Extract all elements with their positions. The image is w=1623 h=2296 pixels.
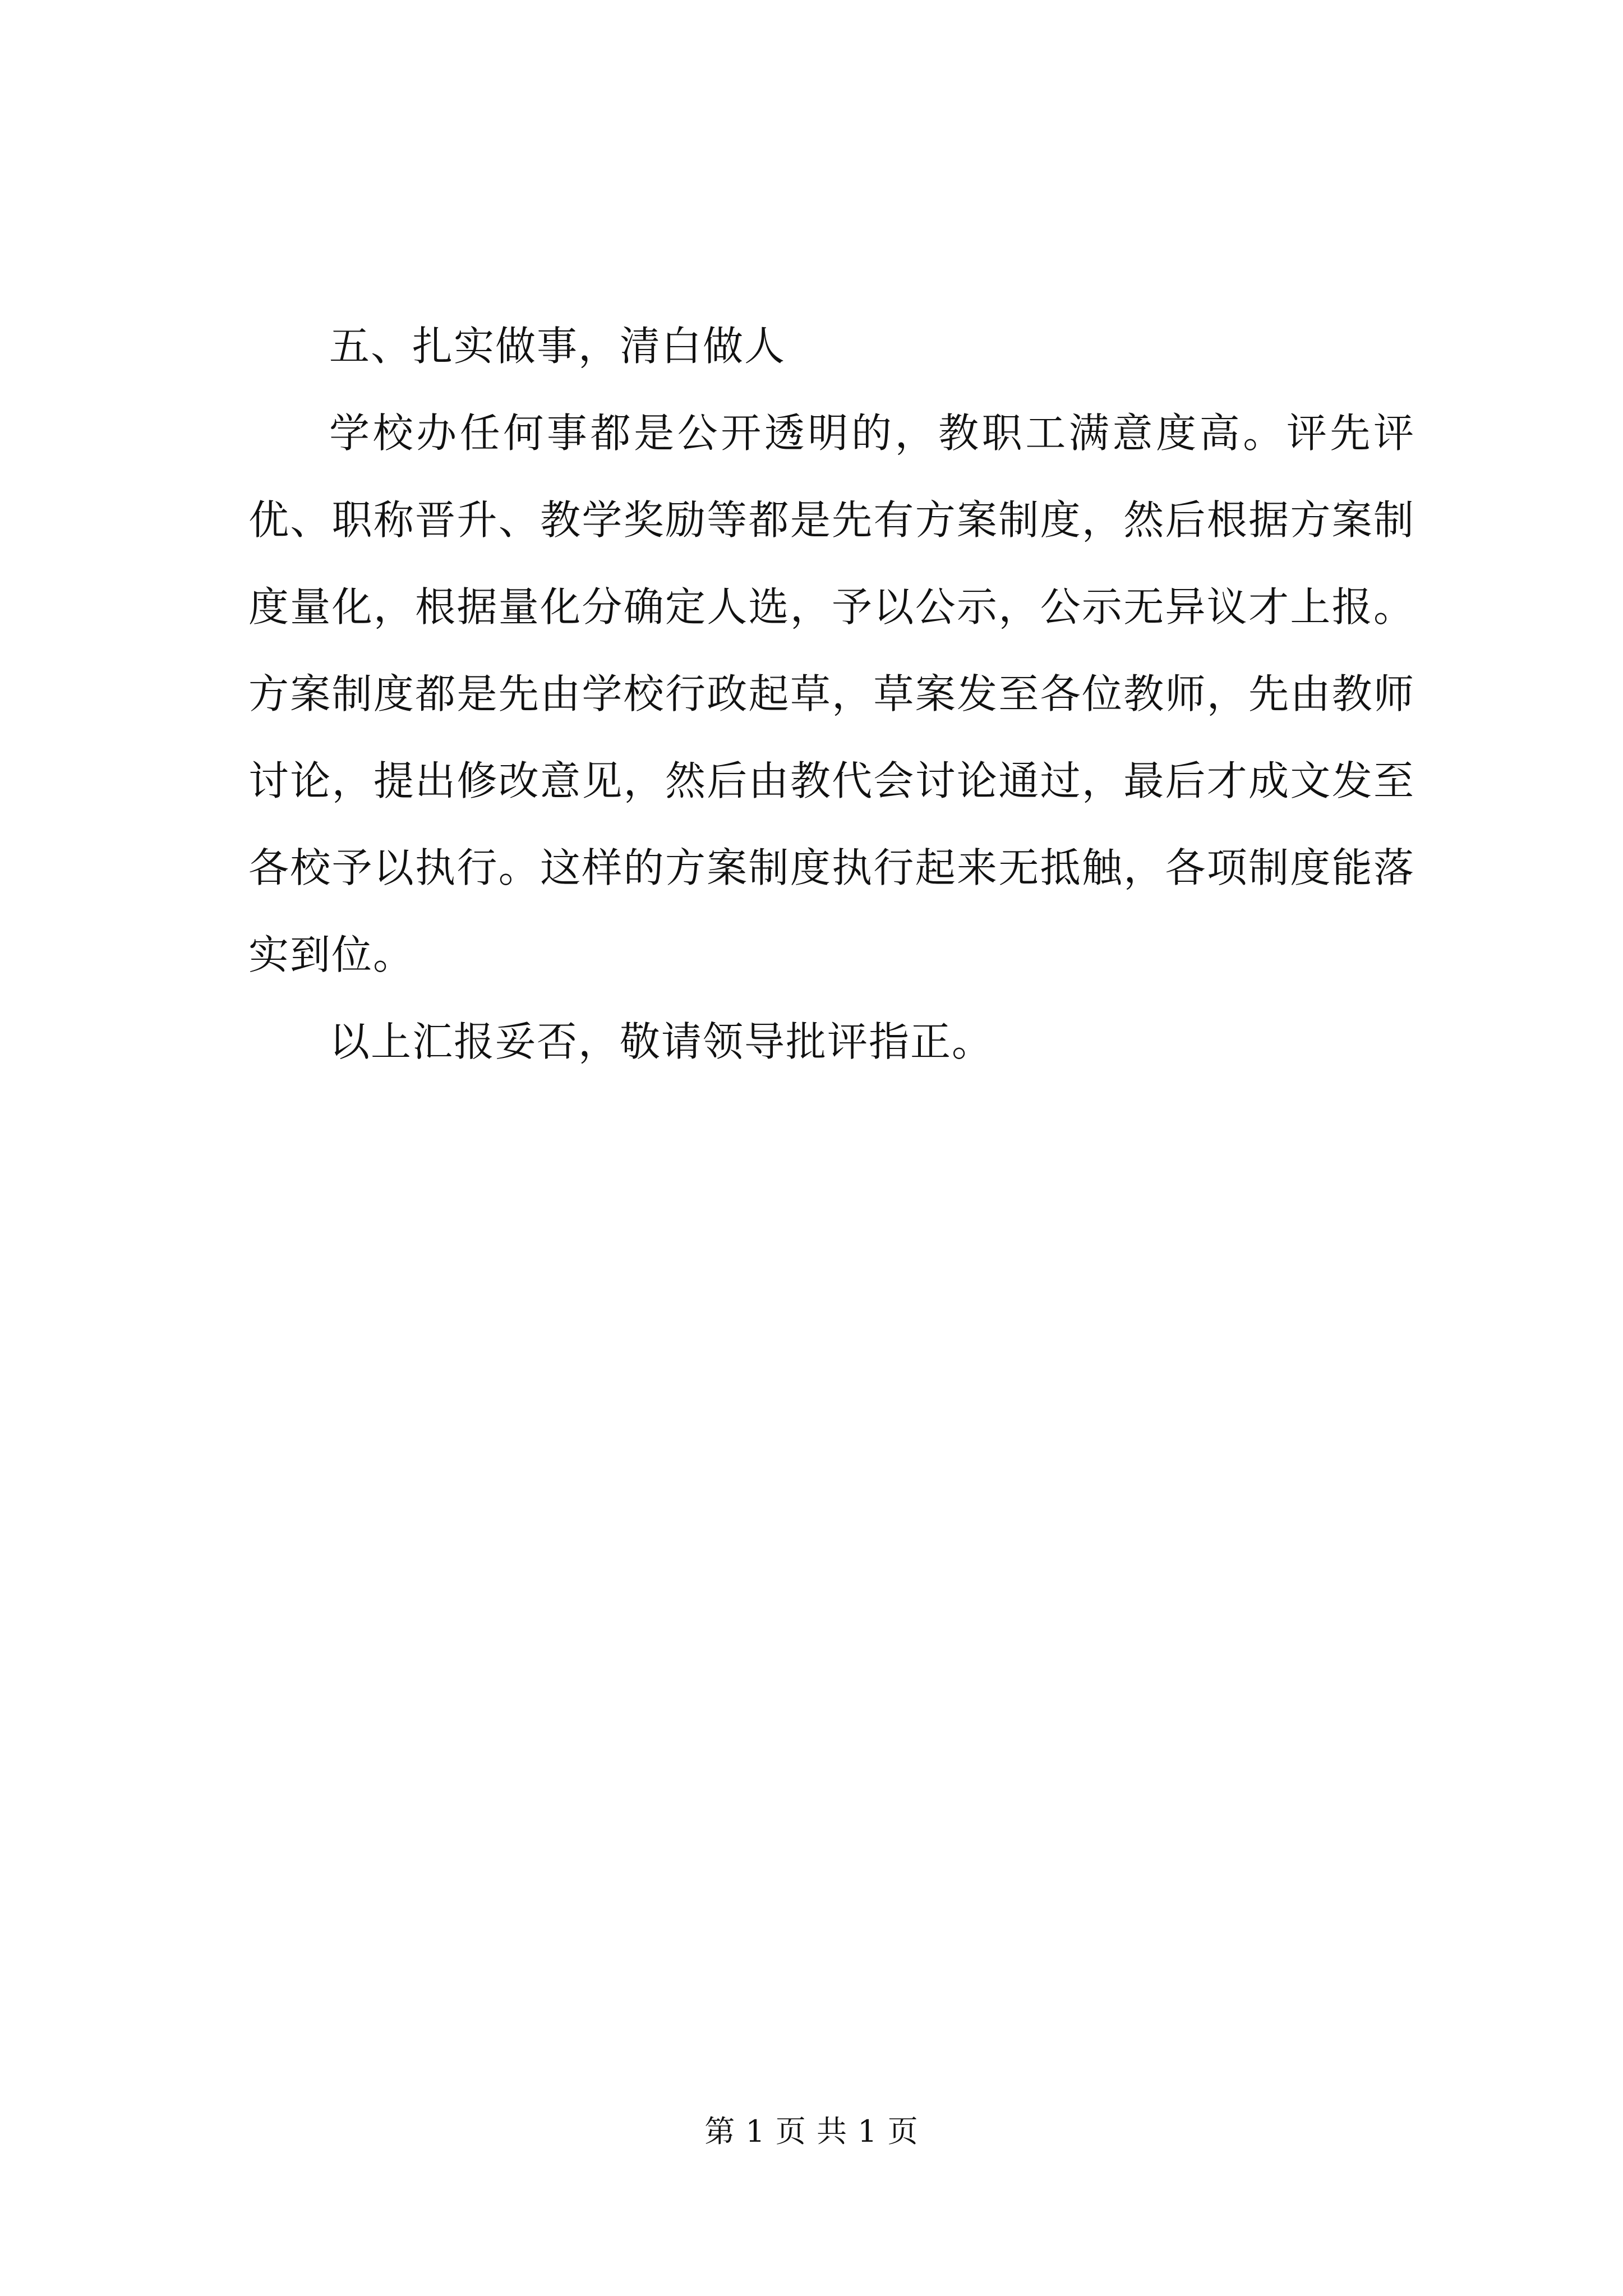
page-footer: 第 1 页 共 1 页 xyxy=(704,2114,919,2149)
closing-paragraph: 以上汇报妥否，敬请领导批评指正。 xyxy=(329,1018,994,1065)
document-body xyxy=(248,303,1415,1085)
section-heading: 五、扎实做事，清白做人 xyxy=(329,323,786,370)
body-paragraph: 学校办任何事都是公开透明的，教职工满意度高。评先评优、职称晋升、教学奖励等都是先有方案制度，然后根据方案制度量化，根据量化分确定人选，予以公示，公示无异议才上报。方案制度都是先由学校行政起草，草案发至各位教师，先由教师讨论，提出修改意见，然后由教代会讨论通过，最后才成文发至各校予以执行。这样的方案制度执行起来无抵触，各项制度能落实到位。 xyxy=(248,409,1415,978)
